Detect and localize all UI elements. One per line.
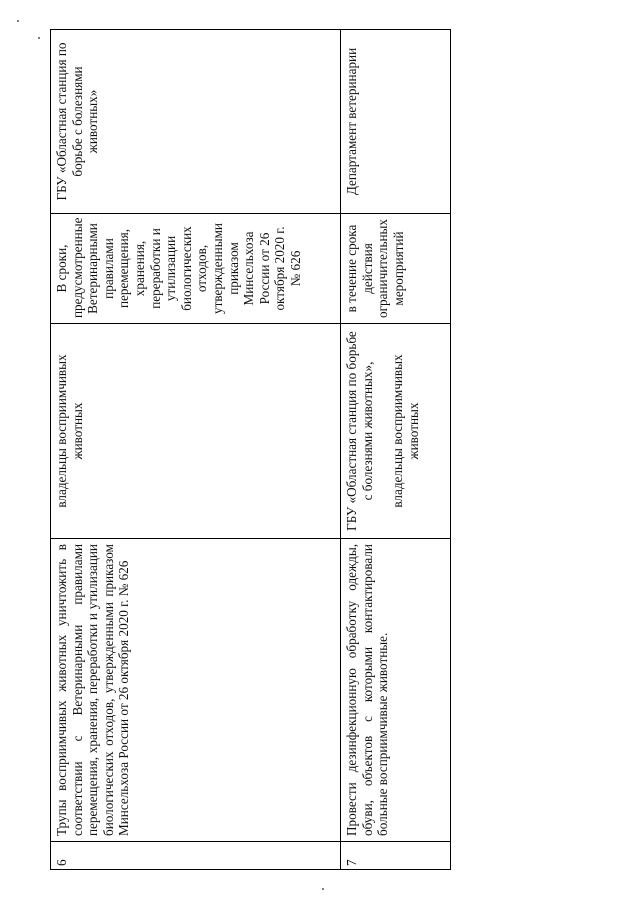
row-number: 7	[341, 842, 451, 870]
responsible-line: владельцы восприимчивых животных	[390, 354, 421, 508]
responsible-line: ГБУ «Областная станция по борьбе с болезнями животных»,	[344, 331, 375, 531]
control-authority: ГБУ «Областная станция по борьбе с болезнями животных»	[51, 30, 341, 214]
table-row	[51, 30, 341, 870]
table-row	[341, 30, 451, 870]
scan-speck	[322, 888, 324, 890]
scan-speck	[38, 37, 40, 39]
measure-action: Провести дезинфекционную обработку одежды, обуви, объектов с которыми контактировали больные восприимчивые животные.	[341, 539, 451, 842]
deadline: В сроки, предусмотренные Ветеринарными правилами перемещения, хранения, переработки и утилизации биологических отходов, утвержденными приказом Минсельхоза России от 26 октября 2020 г. № 626	[51, 214, 341, 324]
measure-action: Трупы восприимчивых животных уничтожить в соответствии с Ветеринарными правилами перемещения, хранения, переработки и утилизации биологических отходов, утвержденными приказом Минсельхоза России от 26 октября 2020 г. № 626	[51, 539, 341, 842]
row-number: 6	[51, 842, 341, 870]
responsible-party: владельцы восприимчивых животных	[51, 324, 341, 539]
responsible-party	[341, 324, 451, 539]
deadline: в течение срока действия ограничительных мероприятий	[341, 214, 451, 324]
control-authority: Департамент ветеринарии	[341, 30, 451, 214]
measures-table	[50, 29, 451, 870]
rotated-page	[50, 30, 450, 870]
measures-table-container	[50, 30, 450, 870]
scan-speck	[17, 20, 19, 22]
